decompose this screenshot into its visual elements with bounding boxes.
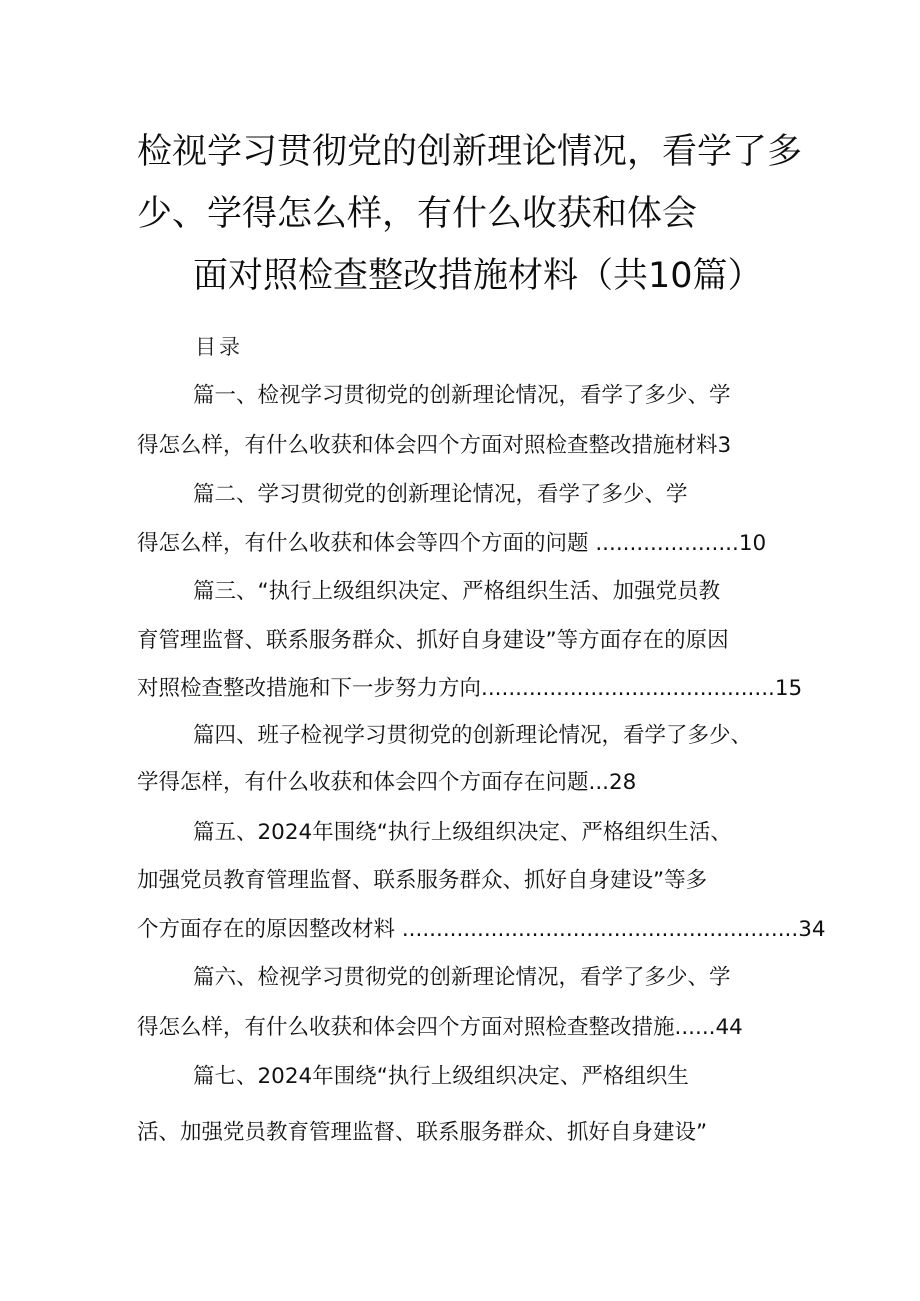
document-title-line-1: 检视学习贯彻党的创新理论情况，看学了多 bbox=[137, 132, 803, 172]
toc-entry-7-line-2: 活、加强党员教育管理监督、联系服务群众、抓好自身建设” bbox=[137, 1120, 708, 1145]
toc-entry-1-line-1: 篇一、检视学习贯彻党的创新理论情况，看学了多少、学 bbox=[193, 383, 731, 408]
toc-entry-5-line-3: 个方面存在的原因整改材料 ..........................................................34 bbox=[137, 917, 826, 942]
toc-entry-3-line-3: 对照检查整改措施和下一步努力方向...........................................15 bbox=[137, 676, 803, 701]
toc-entry-3-line-1: 篇三、“执行上级组织决定、严格组织生活、加强党员教 bbox=[193, 579, 721, 604]
toc-entry-5-line-1: 篇五、2024年围绕“执行上级组织决定、严格组织生活、 bbox=[193, 820, 732, 845]
toc-entry-5-line-2: 加强党员教育管理监督、联系服务群众、抓好自身建设”等多 bbox=[137, 868, 708, 893]
toc-heading: 目录 bbox=[195, 335, 243, 359]
toc-entry-2-line-1: 篇二、学习贯彻党的创新理论情况，看学了多少、学 bbox=[193, 482, 688, 507]
toc-entry-6-line-2: 得怎么样，有什么收获和体会四个方面对照检查整改措施......44 bbox=[137, 1015, 743, 1040]
toc-entry-4-line-2: 学得怎样，有什么收获和体会四个方面存在问题...28 bbox=[137, 770, 637, 795]
toc-entry-7-line-1: 篇七、2024年围绕“执行上级组织决定、严格组织生 bbox=[193, 1064, 689, 1089]
document-title-line-2: 少、学得怎么样，有什么收获和体会 bbox=[137, 194, 698, 234]
document-title-line-3: 面对照检查整改措施材料（共10篇） bbox=[193, 256, 763, 296]
toc-entry-1-line-2: 得怎么样，有什么收获和体会四个方面对照检查整改措施材料3 bbox=[137, 433, 732, 458]
toc-entry-2-line-2: 得怎么样，有什么收获和体会等四个方面的问题 .....................10 bbox=[137, 531, 767, 556]
toc-entry-3-line-2: 育管理监督、联系服务群众、抓好自身建设”等方面存在的原因 bbox=[137, 628, 729, 653]
toc-entry-6-line-1: 篇六、检视学习贯彻党的创新理论情况，看学了多少、学 bbox=[193, 965, 731, 990]
toc-entry-4-line-1: 篇四、班子检视学习贯彻党的创新理论情况，看学了多少、 bbox=[193, 723, 753, 748]
